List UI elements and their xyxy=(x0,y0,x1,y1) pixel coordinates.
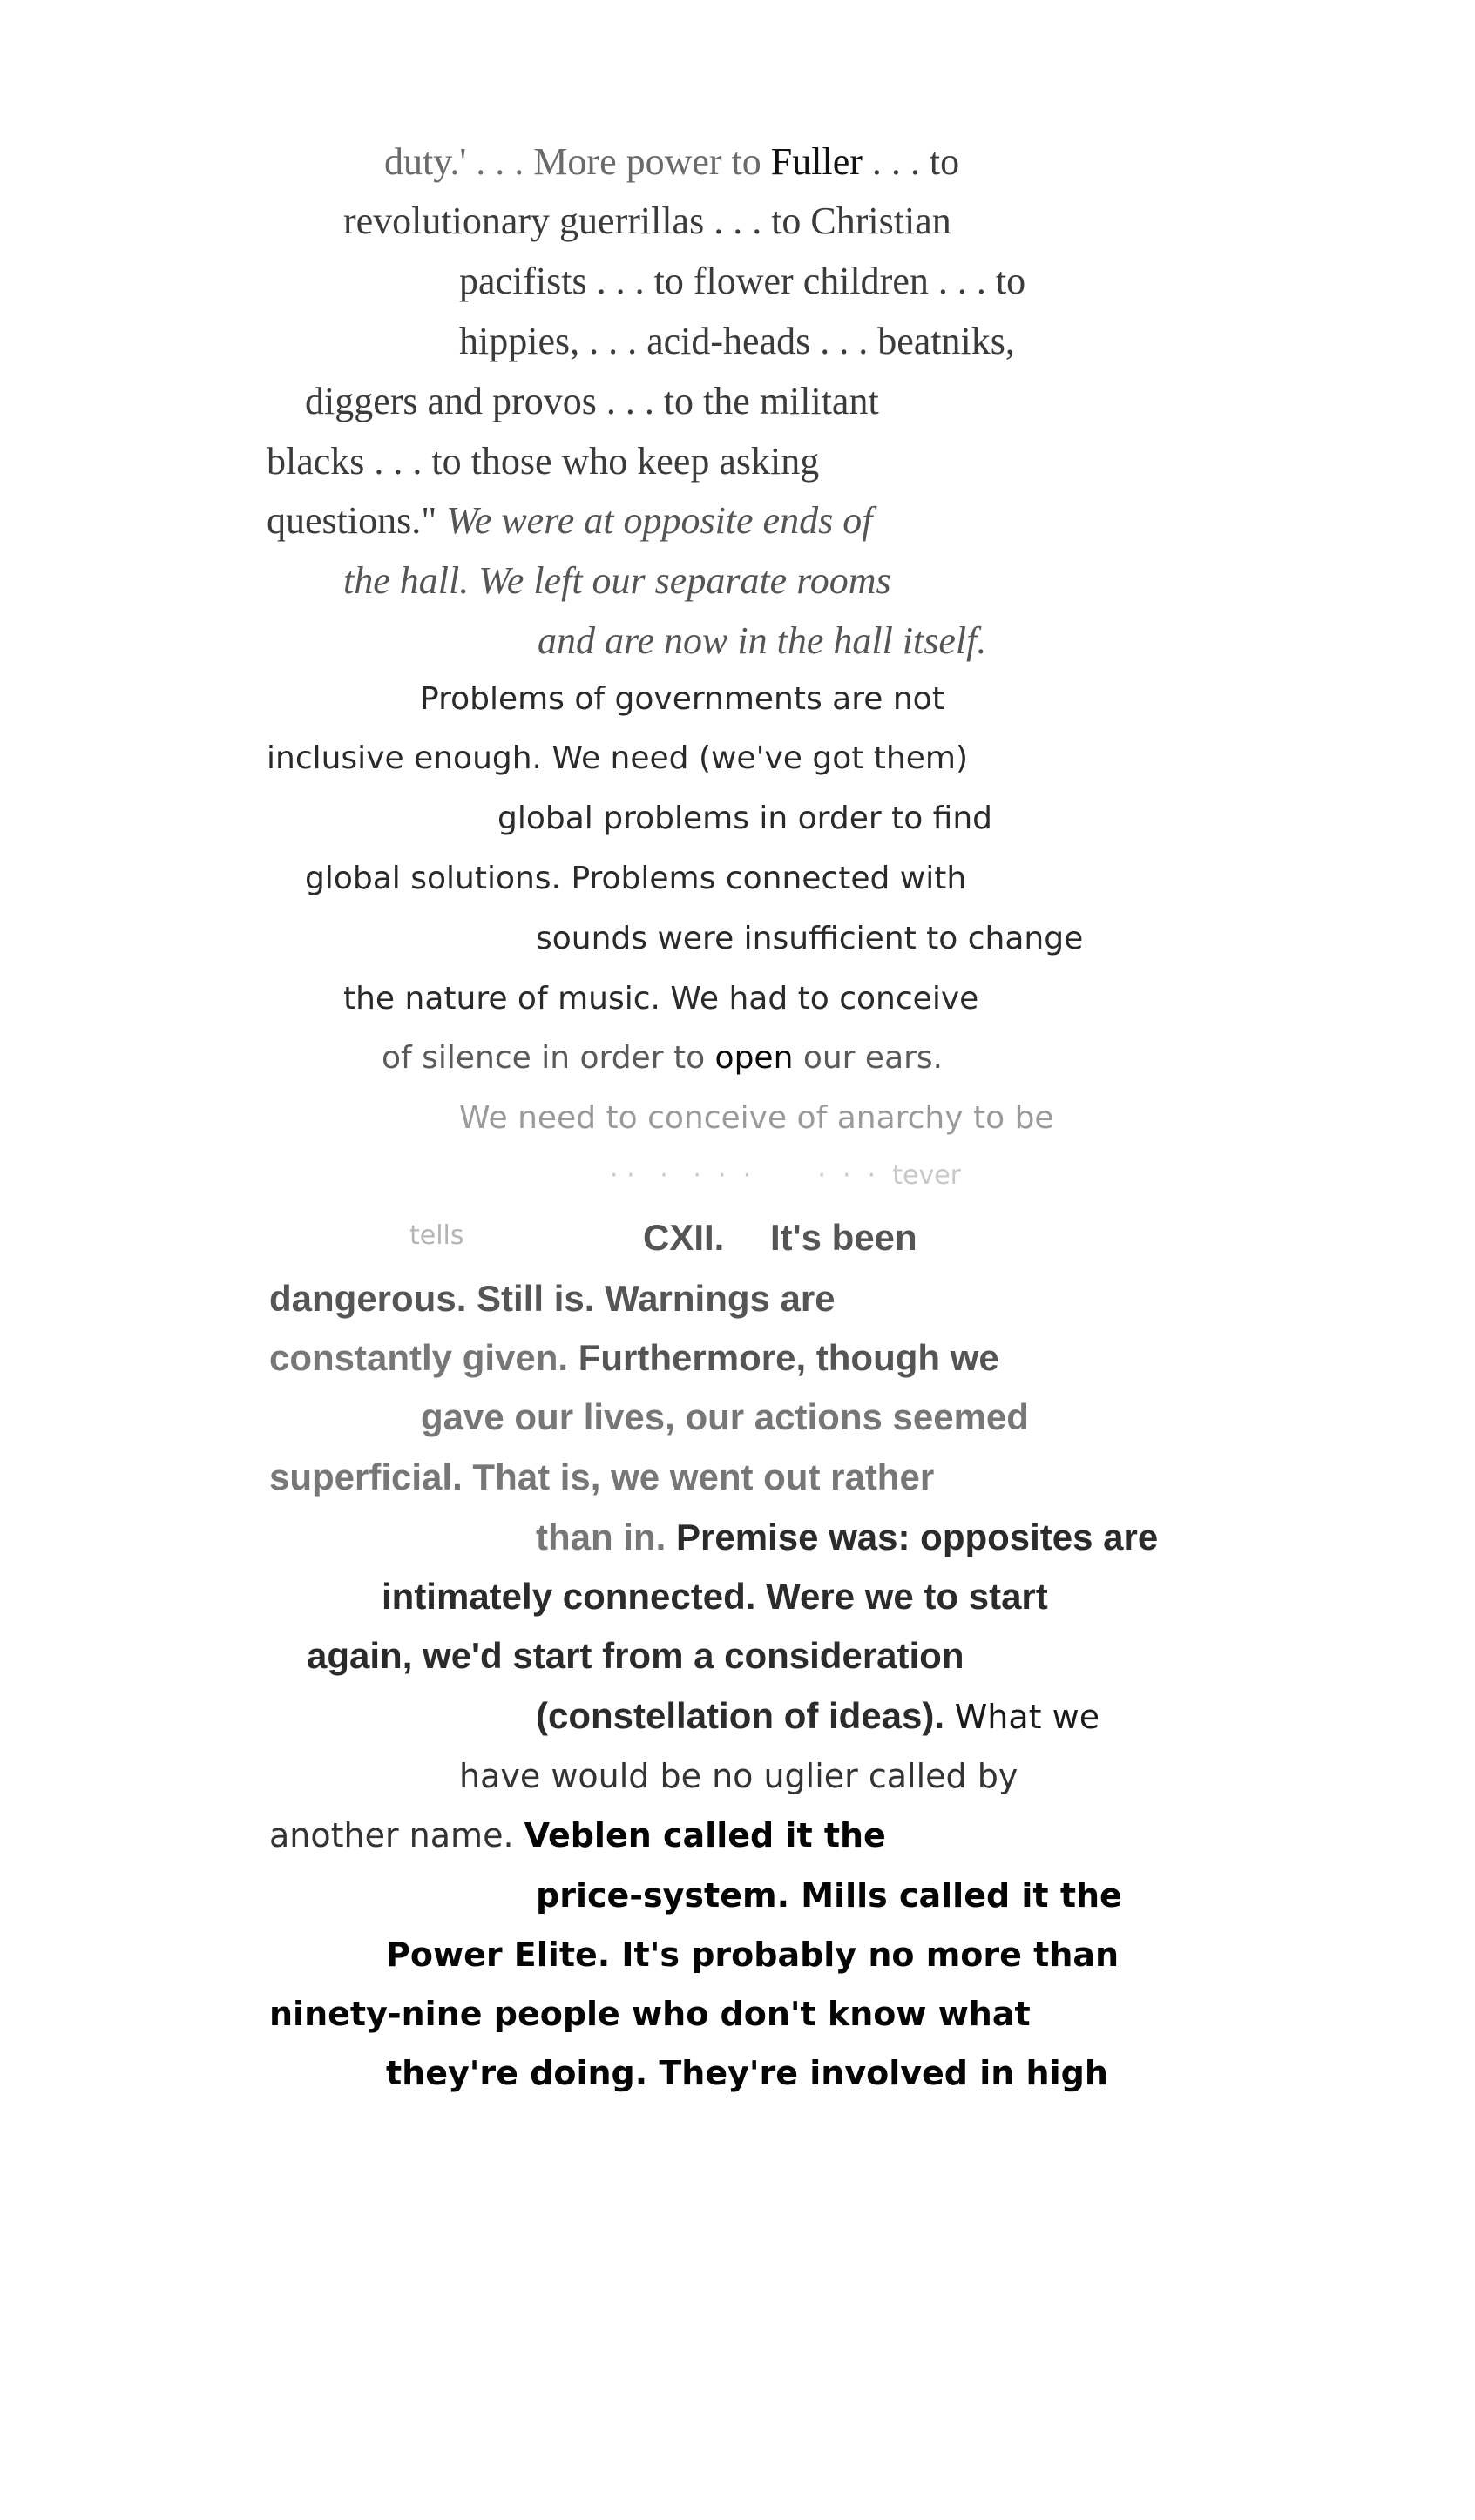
text-span: have would be no uglier called by xyxy=(459,1757,1018,1795)
text-line xyxy=(536,1519,1158,1556)
text-span: and are now in the hall itself. xyxy=(538,619,987,662)
text-line xyxy=(382,1578,1048,1615)
text-line xyxy=(770,1219,917,1256)
text-line xyxy=(409,1220,464,1251)
text-span: (constellation of ideas). xyxy=(536,1695,955,1736)
text-span: Warnings are xyxy=(605,1278,836,1319)
text-line xyxy=(536,1695,1100,1736)
text-span: tells xyxy=(409,1220,464,1251)
text-span: sounds were insufficient to change xyxy=(536,921,1084,956)
text-span: Veblen called it the xyxy=(524,1816,886,1855)
text-span: · · · · · · · · · tever xyxy=(610,1160,961,1191)
text-line xyxy=(269,1280,836,1317)
text-line xyxy=(610,1160,961,1191)
text-span: pacifists . . . to flower children . . . to xyxy=(459,260,1026,302)
text-span: duty.' . . . More power to xyxy=(384,140,771,183)
text-span: Still is. xyxy=(477,1278,606,1319)
text-span: the nature of music. xyxy=(343,981,671,1017)
text-line xyxy=(267,440,820,483)
text-span: Power Elite. xyxy=(386,1936,622,1974)
text-span: constantly given. xyxy=(269,1337,578,1378)
text-span: Mills called it the xyxy=(801,1876,1122,1915)
text-span: What we xyxy=(954,1698,1100,1736)
text-line xyxy=(343,199,951,242)
text-span: price-system. xyxy=(536,1876,802,1915)
text-span: blacks . . . to those who keep asking xyxy=(267,440,820,483)
text-span: they're doing. xyxy=(386,2054,660,2092)
text-span: We need (we've got them) xyxy=(551,740,968,776)
section-heading xyxy=(643,1219,724,1256)
text-line xyxy=(421,1396,1029,1437)
text-line xyxy=(307,1635,964,1676)
text-span: hippies, . . . acid-heads . . . beatniks, xyxy=(459,320,1015,362)
text-span: global solutions. xyxy=(305,861,572,896)
text-span: We need to conceive of anarchy to be xyxy=(459,1100,1054,1136)
text-span: dangerous. xyxy=(269,1278,477,1319)
text-line xyxy=(267,740,968,776)
text-line xyxy=(343,983,978,1015)
text-line xyxy=(386,1936,1120,1974)
text-span: We were at opposite ends of xyxy=(446,499,873,542)
text-span: Problems of governments are not xyxy=(420,681,944,717)
text-span: . . . to xyxy=(862,140,960,183)
text-span: than in. xyxy=(536,1517,676,1557)
text-span: They're involved in high xyxy=(659,2054,1108,2092)
text-span: We had to conceive xyxy=(670,981,979,1017)
text-line xyxy=(269,1337,999,1378)
text-span: CXII. xyxy=(643,1217,725,1258)
text-span: Premise was: opposites are xyxy=(676,1517,1159,1557)
text-line xyxy=(536,1876,1122,1915)
text-span: Fuller xyxy=(770,140,863,183)
text-line xyxy=(386,2054,1108,2092)
text-line xyxy=(497,803,992,834)
text-line xyxy=(459,1757,1018,1795)
text-line xyxy=(420,681,944,717)
text-line xyxy=(536,923,1083,955)
text-span: superficial. xyxy=(269,1456,473,1497)
text-span: inclusive enough. xyxy=(267,740,552,776)
text-line xyxy=(343,559,891,602)
text-line xyxy=(382,1040,944,1076)
text-span: diggers and provos . . . to the militant xyxy=(305,380,879,422)
text-span: Problems connected with xyxy=(571,861,967,896)
text-span: another name. xyxy=(269,1816,524,1855)
text-line xyxy=(305,382,879,421)
text-span: of silence in order to xyxy=(382,1040,715,1076)
text-span: our ears. xyxy=(793,1040,944,1076)
text-span: gave our lives, our actions seemed xyxy=(421,1396,1029,1437)
text-span: questions." xyxy=(267,499,447,542)
text-line xyxy=(538,619,987,662)
text-line xyxy=(459,322,1015,361)
text-span: We left our separate rooms xyxy=(478,559,891,602)
text-span: It's probably no more than xyxy=(621,1936,1120,1974)
text-span: again, we'd start from a consideration xyxy=(307,1635,964,1676)
text-line xyxy=(267,499,873,542)
text-line xyxy=(459,262,1025,301)
text-span: open xyxy=(714,1040,794,1076)
text-span: It's been xyxy=(770,1217,917,1258)
text-span: ninety-nine people who don't know what xyxy=(269,1995,1031,2033)
text-line xyxy=(269,1456,935,1497)
text-span: global problems in order to find xyxy=(497,801,993,836)
text-span: intimately connected. xyxy=(382,1576,767,1617)
text-span: the hall. xyxy=(343,559,479,602)
text-span: Furthermore, though we xyxy=(578,1337,999,1378)
text-span: Were we to start xyxy=(766,1576,1048,1617)
text-line xyxy=(459,1100,1054,1136)
text-span: revolutionary guerrillas . . . to Christian xyxy=(343,199,951,242)
text-line xyxy=(305,863,966,895)
text-span: That is, we went out rather xyxy=(472,1456,935,1497)
text-line xyxy=(269,1816,886,1855)
text-line xyxy=(269,1995,1031,2033)
text-line xyxy=(384,140,960,183)
